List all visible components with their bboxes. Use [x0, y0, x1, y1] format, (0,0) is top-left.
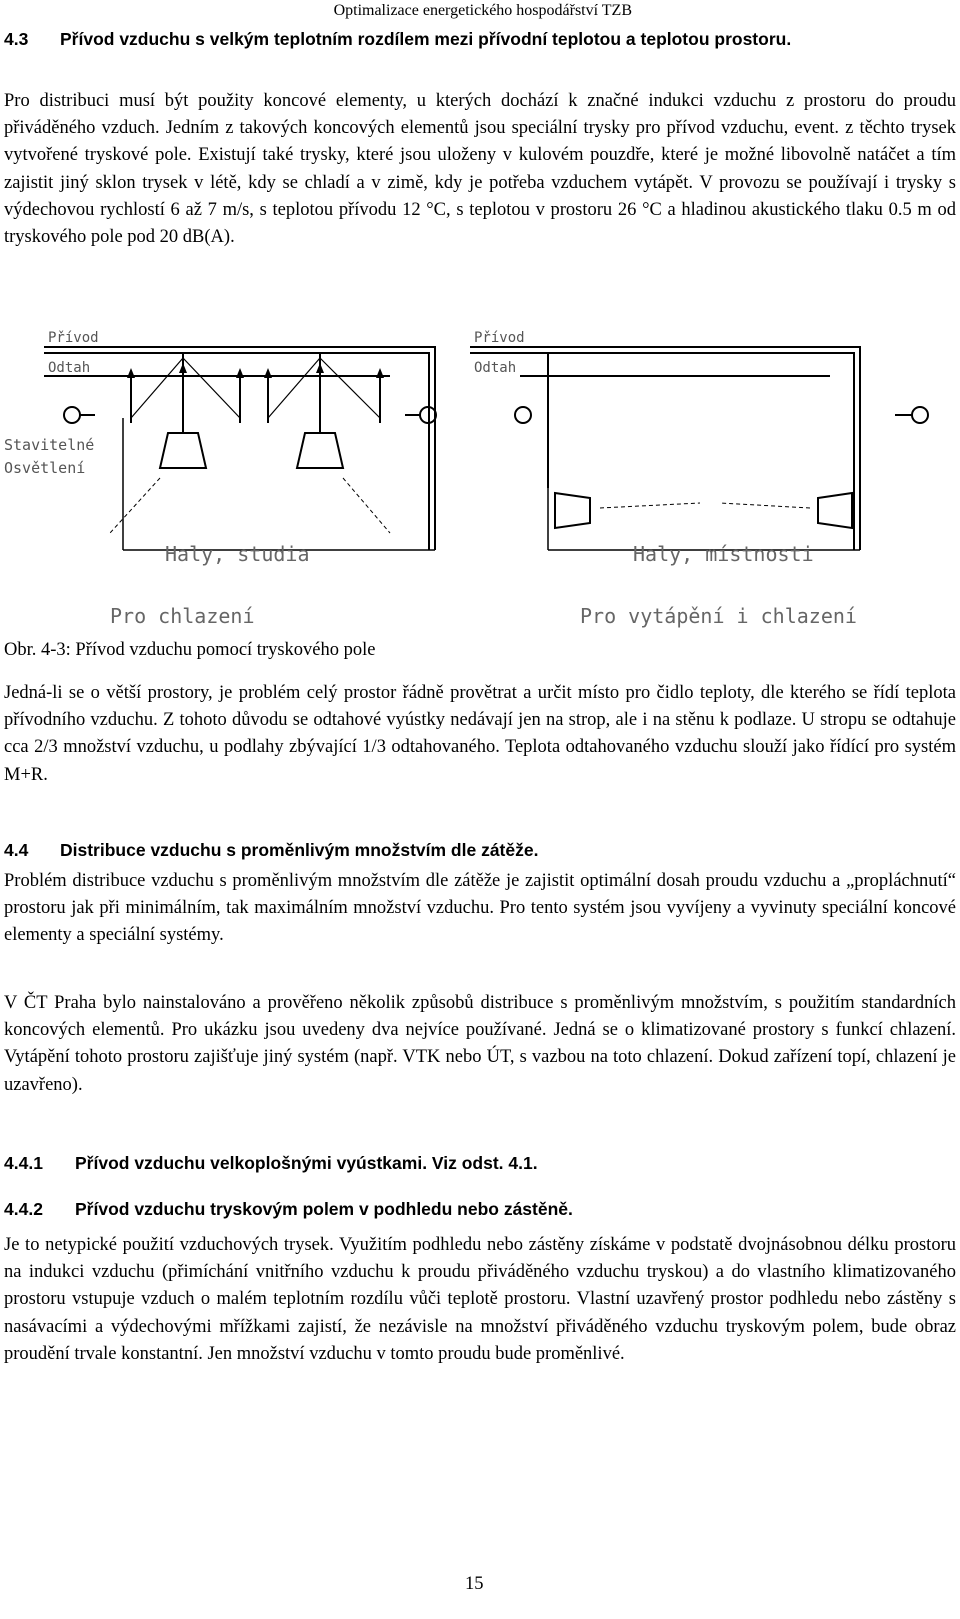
right-supply-duct-inner: [470, 353, 854, 550]
page-number: 15: [465, 1574, 484, 1594]
section-number: 4.4.1: [4, 1153, 43, 1173]
paragraph-nozzle-elements: Pro distribuci musí být použity koncové elementy, u kterých dochází k značné indukci vzduchu z prostoru do proudu přiváděného vzduch. Jedním z takových koncových elementů jsou speciální trysky pro přívod vzduchu, event. z těchto trysek vytvořené tryskové pole. Existují také trysky, které jsou uloženy v kulovém pouzdře, které je možné libovolně natáčet a tím zajistit jiný sklon trysek v létě, kdy se chladí a v zimě, kdy je potřeba vzduchem vytápět. V provozu se používají i trysky s výdechovou rychlostí 6 až 7 m/s, s teplotou přívodu 12 °C, s teplotou v prostoru 26 °C a hladinou akustického tlaku 0.5 m od tryskového pole pod 20 dB(A).: [4, 91, 956, 248]
left-supply-duct-inner: [44, 353, 429, 550]
section-title: Přívod vzduchu velkoplošnými vyústkami. Viz odst. 4.1.: [75, 1153, 538, 1173]
paragraph-large-spaces: Jedná-li se o větší prostory, je problém celý prostor řádně provětrat a určit místo pro čidlo teploty, dle kterého se řídí teplota přívodního vzduchu. Z tohoto důvodu se odtahové vyústky nedávají jen na strop, ale i na stěnu k podlaze. U stropu se odtahuje cca 2/3 množství vzduchu, u podlahy zbývající 1/3 odtahovaného. Teplota odtahovaného vzduchu slouží jako řídící pro systém M+R.: [4, 683, 956, 785]
section-heading-4-4-1: [4, 1153, 538, 1174]
left-room-label: Haly, studia: [165, 542, 310, 566]
section-title: Distribuce vzduchu s proměnlivým množstvím dle zátěže.: [60, 840, 539, 860]
section-number: 4.4.2: [4, 1199, 43, 1219]
paragraph-variable-distribution: Problém distribuce vzduchu s proměnlivým množstvím dle zátěže je zajistit optimální dosah proudu vzduchu a „propláchnutí“ prostoru jak při minimálním, tak maximálním množství vzduchu. Pro tento systém jsou vyvíjeny a vyvinuty speciální koncové elementy a speciální systémy.: [4, 871, 956, 946]
lighting-label: Osvětlení: [4, 459, 86, 477]
paragraph-ct-praha: V ČT Praha bylo nainstalováno a prověřeno několik způsobů distribuce s proměnlivým množstvím, s použitím standardních koncových elementů. Pro ukázku jsou uvedeny dva nejvíce používané. Jedná se o klimatizované prostory s funkcí chlazení. Vytápění tohoto prostoru zajišťuje jiný systém (např. VTK nebo ÚT, s vazbou na toto chlazení. Dokud zařízení topí, chlazení je uzavřeno).: [4, 993, 956, 1095]
section-heading-4-3: [4, 26, 954, 52]
paragraph-ceiling-nozzles: Je to netypické použití vzduchových trysek. Využitím podhledu nebo zástěny získáme v podstatě dvojnásobnou délku prostoru na indukci vzduchu (přimíchání vnitřního vzduchu k proudu přiváděného vzduchu tryskou) a do vlastního klimatizovaného prostoru vstupuje vzduch o malém teplotním rozdílu vůči teplotě prostoru. Vlastní uzavřený prostor podhledu nebo zástěny s nasávacími a výdechovými mřížkami zajistí, že nezávisle na množství přiváděného vzduchu tryskovým polem, bude obraz proudění trvale konstantní. Jen množství vzduchu v tomto proudu bude proměnlivé.: [4, 1235, 956, 1364]
nozzle-box-1: [160, 433, 206, 468]
figure-nozzle-field-diagram: [0, 318, 960, 643]
adjustable-label: Stavitelné: [4, 436, 95, 454]
left-supply-label: Přívod: [48, 330, 99, 346]
right-supply-label: Přívod: [474, 330, 525, 346]
left-exhaust-label: Odtah: [48, 360, 91, 376]
running-header: Optimalizace energetického hospodářství TZB: [333, 2, 632, 19]
section-title: Přívod vzduchu tryskovým polem v podhledu nebo zástěně.: [75, 1199, 573, 1219]
figure-caption: Obr. 4-3: Přívod vzduchu pomocí tryskového pole: [4, 640, 376, 660]
section-heading-4-4: [4, 840, 538, 861]
section-heading-4-4-2: [4, 1199, 573, 1220]
right-room-label: Haly, místnosti: [633, 542, 814, 566]
right-mode-label: Pro vytápění i chlazení: [580, 604, 857, 628]
section-number: 4.4: [4, 840, 29, 860]
nozzle-box-2: [297, 433, 343, 468]
right-exhaust-label: Odtah: [474, 360, 517, 376]
wall-nozzle-right: [818, 493, 852, 528]
right-supply-duct: [470, 347, 860, 550]
section-title: Přívod vzduchu s velkým teplotním rozdílem mezi přívodní teplotou a teplotou prostoru.: [60, 29, 792, 49]
wall-nozzle-left: [555, 493, 590, 528]
section-number: 4.3: [4, 29, 29, 49]
left-mode-label: Pro chlazení: [110, 604, 255, 628]
